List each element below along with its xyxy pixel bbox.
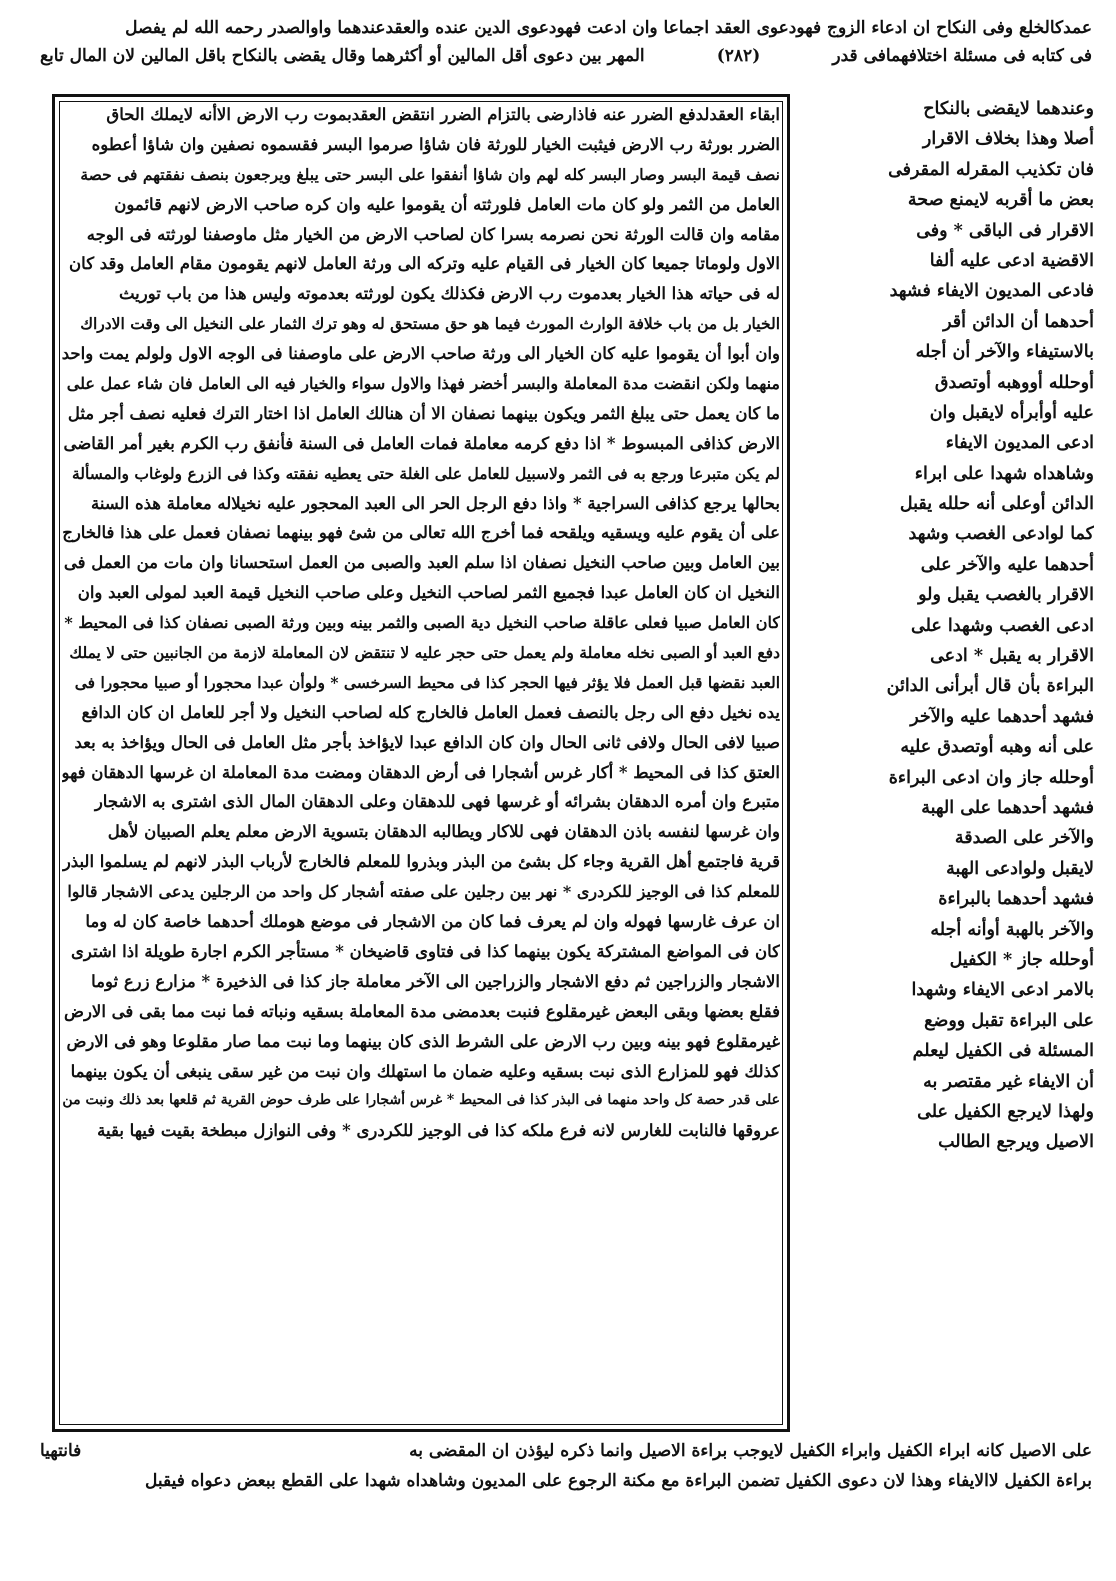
main-text-line: له فى حياته هذا الخيار بعدموت رب الارض فكذلك يكون لورثته بعدموته وليس هذا من باب توريث	[118, 284, 780, 304]
main-text-line: الاشجار والزراجين ثم دفع الاشجار والزراجين الى الآخر معاملة جاز كذا فى الذخيرة * مزارع زرع ثوما	[91, 971, 780, 991]
main-text-line: على أن يقوم عليه ويسقيه ويلقحه فما أخرج الله تعالى من شئ فهو بينهما نصفان فعمل على هذا فالخارج	[62, 523, 780, 543]
side-text-line: عليه أوأبرأه لايقبل وان	[929, 402, 1094, 423]
side-text-line: والآخر بالهبة أوأنه أجله	[930, 919, 1094, 940]
side-text-line: الاقرار فى الباقى * وفى	[916, 220, 1094, 241]
header-block	[40, 14, 1092, 70]
page-number: (٢٨٢)	[716, 46, 761, 66]
main-text-line: ابقاء العقدلدفع الضرر عنه فاذارضى بالتزام الضرر انتقض العقدبموت رب الارض الاأنه لايملك الحاق	[106, 105, 780, 124]
side-text-line: فادعى المديون الايفاء فشهد	[889, 281, 1094, 302]
header-line-rest: المهر بين دعوى أقل المالين أو أكثرهما وقال يقضى بالنكاح باقل المالين لان المال تابع	[40, 46, 645, 66]
main-text-line: الارض كذافى المبسوط * اذا دفع كرمه معاملة فمات العامل فى السنة فأنفق رب الكرم بغير أمر القاضى	[63, 433, 780, 453]
side-text-line: أن الايفاء غير مقتصر به	[923, 1071, 1094, 1092]
main-text-line: صبيا لافى الحال ولافى ثانى الحال وان كان الدافع عبدا لايؤاخذ بأجر مثل العامل فى الحال ويؤاخذ به بعد	[74, 732, 780, 752]
footer-line-main: على الاصيل كانه ابراء الكفيل وابراء الكفيل لايوجب براءة الاصيل وانما ذكره ليؤذن ان المقضى به	[409, 1441, 1092, 1461]
header-line: عمدكالخلع وفى النكاح ان ادعاء الزوج فهودعوى العقد اجماعا وان ادعت فهودعوى الدين عنده والعقدعندهما واوالصدر رحمه الله لم يفصل	[125, 18, 1092, 38]
footer-line: براءة الكفيل لاالايفاء وهذا لان دعوى الكفيل تضمن البراءة مع مكنة الرجوع على المديون وشاهداه شهدا على القطع ببعض دعواه فيقبل	[145, 1471, 1092, 1491]
header-line	[40, 42, 1092, 70]
footer-line-end: فانتهيا	[40, 1441, 82, 1461]
side-text-line: وعندهما لايقضى بالنكاح	[923, 99, 1094, 119]
side-text-line: بالامر ادعى الايفاء وشهدا	[911, 980, 1094, 1001]
side-text-line: الاقرار به يقبل * ادعى	[930, 646, 1094, 667]
main-text-line: وان غرسها لنفسه باذن الدهقان فهى للاكار ويطالبه الدهقان بتسوية الارض معلم يعلم الصبيان لأهل	[107, 822, 780, 842]
main-text-line: بين العامل وبين صاحب النخيل نصفان اذا سلم العبد والصبى من العمل استحسانا وان مات من العمل فى	[63, 553, 780, 573]
side-text-line: بالاستيفاء والآخر أن أجله	[915, 342, 1094, 363]
side-text-line: الدائن أوعلى أنه حلله يقبل	[899, 494, 1094, 515]
side-text-line: أحدهما أن الدائن أقر	[943, 311, 1094, 332]
side-text-line: ولهذا لايرجع الكفيل على	[917, 1101, 1094, 1122]
main-text-line: عروقها فالنابت للغارس لانه فرع ملكه كذا فى الوجيز للكردرى * وفى النوازل مبطخة بقيت فيها بقية	[97, 1121, 780, 1141]
side-text-line: والآخر على الصدقة	[954, 828, 1094, 849]
footer-block	[40, 1436, 1092, 1496]
side-text-line: وشاهداه شهدا على ابراء	[914, 463, 1094, 484]
side-text-line: فشهد أحدهما عليه والآخر	[910, 706, 1094, 727]
main-text-line: الاول ولوماتا جميعا كان الخيار فى القيام عليه وتركه الى ورثة العامل لانهم يقومون مقام العامل وقد كان	[69, 254, 780, 274]
main-text-line: النخيل ان كان العامل عبدا فجميع الثمر لصاحب النخيل وعلى صاحب النخيل قيمة العبد لمولى العبد وان	[77, 583, 780, 603]
main-text-column	[62, 100, 780, 1426]
main-text-line: كان فى المواضع المشتركة يكون بينهما كذا فى فتاوى قاضيخان * مستأجر الكرم اجارة طويلة اذا اشترى	[71, 941, 780, 961]
side-text-line: فشهد أحدهما بالبراءة	[938, 889, 1094, 910]
side-text-line: لايقبل ولوادعى الهبة	[946, 858, 1094, 879]
side-text-line: أوحلله جاز وان ادعى البراءة	[888, 767, 1094, 788]
main-text-line: الضرر بورثة رب الارض فيثبت الخيار للورثة فان شاؤا صرموا البسر فقسموه نصفين وان شاؤا أعطوه	[91, 134, 780, 154]
side-text-line: كما لوادعى الغصب وشهد	[908, 524, 1094, 545]
main-text-line: فقلع بعضها وبقى البعض غيرمقلوع فنبت بعدمضى مدة المعاملة بسقيه ونباته فما نبت مما بقى فى الارض	[64, 1001, 780, 1021]
main-text-line: بحالها يرجع كذافى السراجية * واذا دفع الرجل الحر الى العبد المحجور عليه نخيلاله معاملة هذه السنة	[91, 493, 780, 513]
side-text-line: فشهد أحدهما على الهبة	[921, 797, 1094, 818]
main-text-line: كذلك فهو للمزارع الذى نبت بسقيه وعليه ضمان ما استهلك وان نبت من غير سقى ينبغى أن يكون بينهما	[70, 1061, 780, 1081]
main-text-line: غيرمقلوع فهو بينه وبين رب الارض على الشرط الذى كان بينهما وما نبت مما صار مقلوعا وهو فى الارض	[66, 1031, 780, 1051]
footer-line	[40, 1436, 1092, 1466]
main-text-line: على قدر حصة كل واحد منهما فى البذر كذا فى المحيط * غرس أشجارا على طرف حوض القرية ثم قلعها بعد ذلك ونبت من	[62, 1092, 780, 1109]
main-text-line: دفع العبد أو الصبى نخله معاملة ولم يعمل حتى حجر عليه لا تنتقض لان المعاملة لازمة من الجانبين حتى لا يملك	[69, 643, 780, 663]
main-text-line: وان أبوا أن يقوموا عليه كان الخيار الى ورثة صاحب الارض على ماوصفنا فى الوجه الاول ولولم يمت واحد	[62, 344, 780, 364]
side-text-line: على البراءة تقبل ووضع	[924, 1010, 1094, 1031]
side-text-line: أوحلله جاز * الكفيل	[949, 949, 1094, 970]
side-text-line: ادعى المديون الايفاء	[945, 433, 1094, 454]
side-text-line: الاصيل ويرجع الطالب	[938, 1132, 1094, 1153]
main-text-line: العامل من الثمر ولو كان مات العامل فلورثته أن يقوموا عليه وان كره صاحب الارض لانهم قائمون	[114, 194, 780, 214]
side-commentary-column	[798, 94, 1094, 1434]
main-text-line: الخيار بل من باب خلافة الوارث المورث فيما هو حق مستحق له وهو ترك الثمار على النخيل الى وقت الادراك	[80, 314, 780, 334]
main-text-line: متبرع وان أمره الدهقان بشرائه أو غرسها فهى للدهقان وعلى الدهقان المال الذى اشترى به الاشجار	[94, 792, 780, 812]
side-text-line: الاقضية ادعى عليه ألفا	[929, 250, 1094, 271]
main-text-line: لم يكن متبرعا ورجع به فى الثمر ولاسبيل للعامل على الغلة حتى يعطيه نفقته وكذا فى الزرع ولوغاب والمسألة	[71, 463, 780, 483]
side-text-line: ادعى الغصب وشهدا على	[910, 615, 1094, 636]
main-text-line: يده نخيل دفع الى رجل بالنصف فعمل العامل فالخارج كله لصاحب النخيل ولا أجر للعامل ان كان الدافع	[81, 702, 780, 722]
side-text-line: أحدهما عليه والآخر على	[920, 554, 1094, 575]
main-text-line: مقامه وان قالت الورثة نحن نصرمه بسرا كان لصاحب الارض من الخيار مثل ماوصفنا لورثته فى الوجه	[86, 224, 780, 244]
header-line-start: فى كتابه فى مسئلة اختلافهمافى قدر	[832, 46, 1092, 66]
main-text-line: للمعلم كذا فى الوجيز للكردرى * نهر بين رجلين على صفته أشجار كل واحد من الرجلين يدعى الاشجار قالوا	[67, 882, 780, 902]
side-text-line: الاقرار بالغصب يقبل ولو	[918, 585, 1094, 606]
side-text-line: بعض ما أقربه لايمنع صحة	[907, 190, 1094, 211]
main-text-line: قرية فاجتمع أهل القرية وجاء كل بشئ من البذر وبذروا للمعلم فالخارج لأرباب البذر لانهم لم يسلموا البذر	[62, 852, 780, 872]
side-text-line: أصلا وهذا بخلاف الاقرار	[922, 129, 1094, 150]
side-text-line: على أنه وهبه أوتصدق عليه	[900, 737, 1094, 758]
main-text-line: العبد نقضها قبل العمل فلا يؤثر فيها الحجر كذا فى محيط السرخسى * ولوأن عبدا محجورا أو صبيا محجورا فى	[74, 672, 780, 692]
main-text-line: ان عرف غارسها فهوله وان لم يعرف فما كان من الاشجار فى موضع هوملك أحدهما خاصة كان له وما	[85, 912, 780, 932]
main-text-line: كان العامل صبيا فعلى عاقلة صاحب النخيل دية الصبى والثمر بينه وبين ورثة الصبى نصفان كذا فى المحيط *	[64, 613, 780, 633]
side-text-line: أوحلله أووهبه أوتصدق	[934, 372, 1094, 393]
main-text-line: نصف قيمة البسر وصار البسر كله لهم وان شاؤا أنفقوا على البسر حتى يبلغ ويرجعون بنصف نفقتهم فى حصة	[80, 164, 780, 184]
side-text-line: فان تكذيب المقرله المقرفى	[888, 159, 1094, 180]
main-text-line: العتق كذا فى المحيط * أكار غرس أشجارا فى أرض الدهقان ومضت مدة المعاملة ان غرسها الدهقان فهو	[62, 762, 780, 782]
main-text-line: ما كان يعمل حتى يبلغ الثمر ويكون بينهما نصفان الا أن هنالك العامل اذا اختار الترك فعليه نصف أجر مثل	[67, 403, 780, 423]
main-text-line: منهما ولكن انقضت مدة المعاملة والبسر أخضر فهذا والاول سواء والخيار فيه الى العامل فان شاء عمل على	[66, 374, 780, 394]
side-text-line: البراءة بأن قال أبرأنى الدائن	[886, 676, 1094, 697]
side-text-line: المسئلة فى الكفيل ليعلم	[912, 1041, 1094, 1062]
